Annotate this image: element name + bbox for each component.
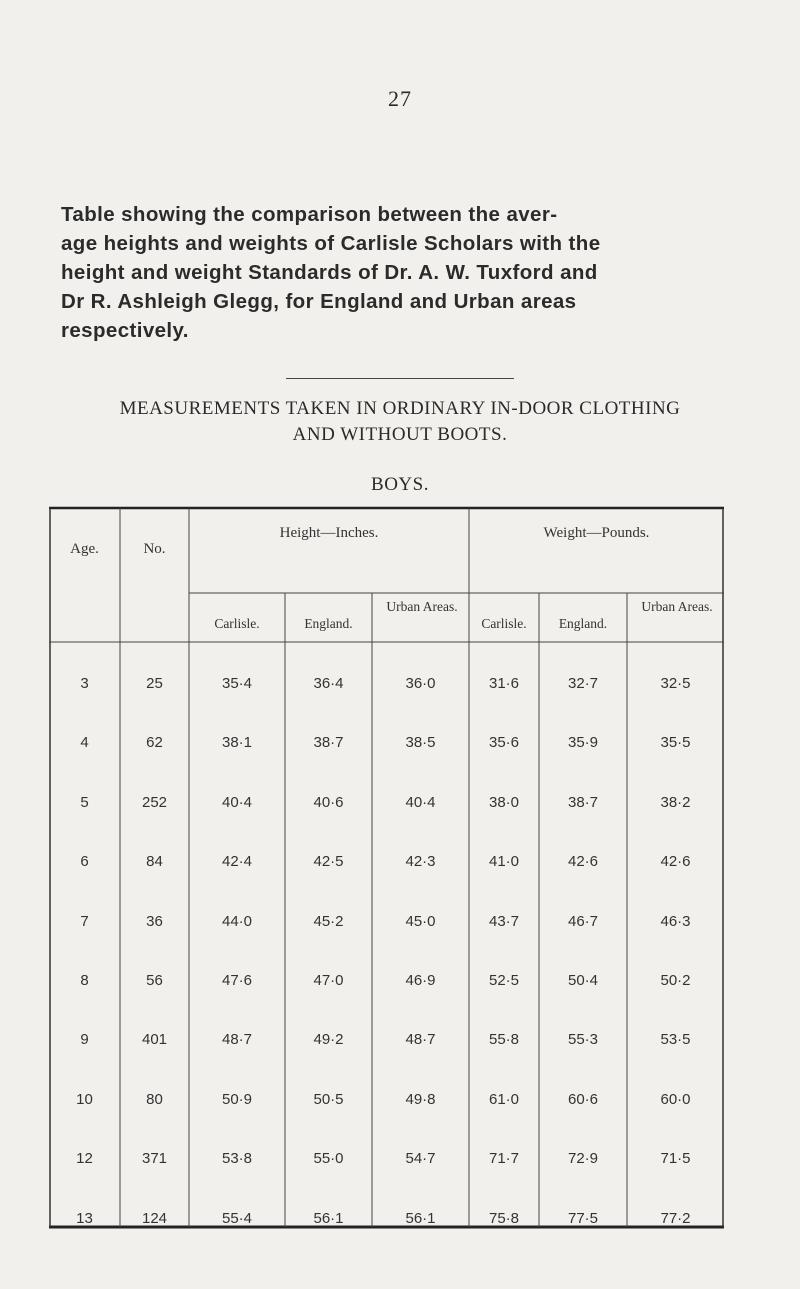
table-cell-h-england: 36·4 bbox=[313, 675, 344, 692]
table-cell-h-urban: 45·0 bbox=[405, 912, 436, 930]
table-cell-w-carlisle: 52·5 bbox=[488, 972, 520, 989]
table-cell-no: 124 bbox=[141, 1209, 168, 1227]
table-cell-w-carlisle: 75·8 bbox=[488, 1209, 520, 1227]
table-cell-h-carlisle: 47·6 bbox=[221, 972, 253, 989]
weight-urban-header: Urban Areas. bbox=[641, 599, 713, 614]
table-cell-w-urban: 50·2 bbox=[660, 972, 691, 989]
table-cell-w-england: 46·7 bbox=[567, 912, 599, 930]
table-cell-h-england: 56·1 bbox=[313, 1209, 344, 1227]
age-header: Age. bbox=[70, 541, 99, 557]
table-cell-h-england: 42·5 bbox=[313, 853, 344, 871]
height-group-header: Height—Inches. bbox=[279, 525, 379, 541]
table-cell-h-carlisle: 44·0 bbox=[221, 912, 253, 930]
table-cell-age: 12 bbox=[76, 1150, 93, 1168]
table-cell-h-urban: 40·4 bbox=[405, 793, 436, 811]
table-cell-h-carlisle: 48·7 bbox=[221, 1031, 253, 1049]
table-cell-no: 62 bbox=[146, 734, 163, 752]
table-cell-no: 371 bbox=[141, 1150, 168, 1168]
table-cell-h-carlisle: 40·4 bbox=[221, 793, 253, 811]
table-cell-h-urban: 48·7 bbox=[405, 1031, 436, 1049]
subtitle-line: AND WITHOUT BOOTS. bbox=[292, 424, 508, 445]
title-line: Dr R. Ashleigh Glegg, for England and Urban areas bbox=[61, 290, 577, 313]
table-cell-no: 36 bbox=[146, 912, 163, 930]
table-cell-no: 80 bbox=[146, 1090, 163, 1108]
table-cell-age: 5 bbox=[80, 793, 89, 811]
table-cell-w-england: 32·7 bbox=[567, 675, 599, 692]
number-header: No. bbox=[143, 541, 166, 557]
subtitle-line: MEASUREMENTS TAKEN IN ORDINARY IN-DOOR CLOTHING bbox=[119, 398, 681, 419]
table-cell-w-england: 72·9 bbox=[567, 1150, 599, 1168]
table-cell-h-urban: 56·1 bbox=[405, 1209, 436, 1227]
table-cell-h-urban: 42·3 bbox=[405, 853, 436, 871]
table-cell-w-urban: 53·5 bbox=[660, 1031, 691, 1049]
table-cell-w-england: 42·6 bbox=[567, 853, 599, 871]
table-cell-no: 25 bbox=[146, 675, 163, 692]
table-cell-w-england: 60·6 bbox=[567, 1090, 599, 1108]
table-cell-w-carlisle: 43·7 bbox=[488, 912, 520, 930]
table-cell-h-carlisle: 42·4 bbox=[221, 853, 253, 871]
table-cell-w-carlisle: 31·6 bbox=[488, 675, 520, 692]
table-cell-w-urban: 32·5 bbox=[660, 675, 691, 692]
table-cell-no: 84 bbox=[146, 853, 163, 871]
weight-group-header: Weight—Pounds. bbox=[543, 525, 650, 541]
title-line: age heights and weights of Carlisle Scholars with the bbox=[61, 232, 601, 255]
table-cell-h-england: 49·2 bbox=[313, 1031, 344, 1049]
divider bbox=[286, 378, 514, 379]
table-title bbox=[61, 200, 741, 345]
table-cell-h-urban: 38·5 bbox=[405, 734, 436, 752]
table-cell-w-carlisle: 35·6 bbox=[488, 734, 520, 752]
table-cell-h-carlisle: 35·4 bbox=[221, 675, 253, 692]
table-cell-w-england: 38·7 bbox=[567, 793, 599, 811]
table-cell-w-urban: 46·3 bbox=[660, 912, 691, 930]
table-cell-h-urban: 54·7 bbox=[405, 1150, 436, 1168]
table-cell-h-england: 38·7 bbox=[313, 734, 344, 752]
table-cell-w-carlisle: 38·0 bbox=[488, 793, 520, 811]
table-cell-w-urban: 77·2 bbox=[660, 1209, 691, 1227]
table-cell-age: 9 bbox=[80, 1031, 89, 1049]
title-line: Table showing the comparison between the aver- bbox=[61, 203, 558, 226]
table-cell-h-urban: 36·0 bbox=[405, 675, 436, 692]
title-line: respectively. bbox=[61, 319, 189, 342]
table-cell-w-carlisle: 61·0 bbox=[488, 1090, 520, 1108]
table-cell-w-carlisle: 55·8 bbox=[488, 1031, 520, 1049]
height-england-header: England. bbox=[304, 616, 353, 631]
measurement-note bbox=[0, 396, 800, 448]
comparison-table bbox=[49, 505, 724, 1230]
table-cell-age: 6 bbox=[80, 853, 89, 871]
table-cell-age: 13 bbox=[76, 1209, 93, 1227]
table-cell-age: 3 bbox=[80, 675, 89, 692]
table-cell-h-england: 45·2 bbox=[313, 912, 344, 930]
table-cell-w-urban: 35·5 bbox=[660, 734, 691, 752]
table-cell-no: 56 bbox=[146, 972, 163, 989]
table-cell-age: 8 bbox=[80, 972, 89, 989]
table-cell-h-england: 50·5 bbox=[313, 1090, 344, 1108]
table-cell-w-urban: 38·2 bbox=[660, 793, 691, 811]
page-number: 27 bbox=[388, 86, 412, 111]
table-cell-w-england: 50·4 bbox=[567, 972, 599, 989]
weight-england-header: England. bbox=[558, 616, 608, 631]
table-cell-w-urban: 71·5 bbox=[660, 1150, 691, 1168]
table-cell-w-urban: 60·0 bbox=[660, 1090, 691, 1108]
height-carlisle-header: Carlisle. bbox=[214, 616, 260, 631]
table-cell-h-urban: 46·9 bbox=[405, 972, 436, 989]
table-cell-w-urban: 42·6 bbox=[660, 853, 691, 871]
table-cell-h-england: 55·0 bbox=[313, 1150, 344, 1168]
table-cell-h-urban: 49·8 bbox=[405, 1090, 436, 1108]
table-cell-h-carlisle: 50·9 bbox=[221, 1090, 253, 1108]
section-heading: BOYS. bbox=[371, 474, 429, 495]
table-cell-no: 401 bbox=[141, 1031, 168, 1049]
table-cell-w-carlisle: 41·0 bbox=[488, 853, 520, 871]
table-cell-w-england: 77·5 bbox=[567, 1209, 599, 1227]
table-cell-h-carlisle: 55·4 bbox=[221, 1209, 253, 1227]
table-cell-age: 7 bbox=[80, 912, 89, 930]
table-cell-h-carlisle: 53·8 bbox=[221, 1150, 253, 1168]
table-cell-age: 4 bbox=[80, 734, 89, 752]
weight-carlisle-header: Carlisle. bbox=[481, 616, 527, 631]
table-cell-h-carlisle: 38·1 bbox=[221, 734, 253, 752]
height-urban-header: Urban Areas. bbox=[386, 599, 458, 614]
table-cell-w-england: 35·9 bbox=[567, 734, 599, 752]
table-cell-w-england: 55·3 bbox=[567, 1031, 599, 1049]
table-cell-age: 10 bbox=[76, 1090, 93, 1108]
title-line: height and weight Standards of Dr. A. W. Tuxford and bbox=[61, 261, 598, 284]
table-cell-h-england: 40·6 bbox=[313, 793, 344, 811]
table-cell-w-carlisle: 71·7 bbox=[488, 1150, 520, 1168]
table-cell-no: 252 bbox=[141, 793, 168, 811]
table-cell-h-england: 47·0 bbox=[313, 972, 344, 989]
